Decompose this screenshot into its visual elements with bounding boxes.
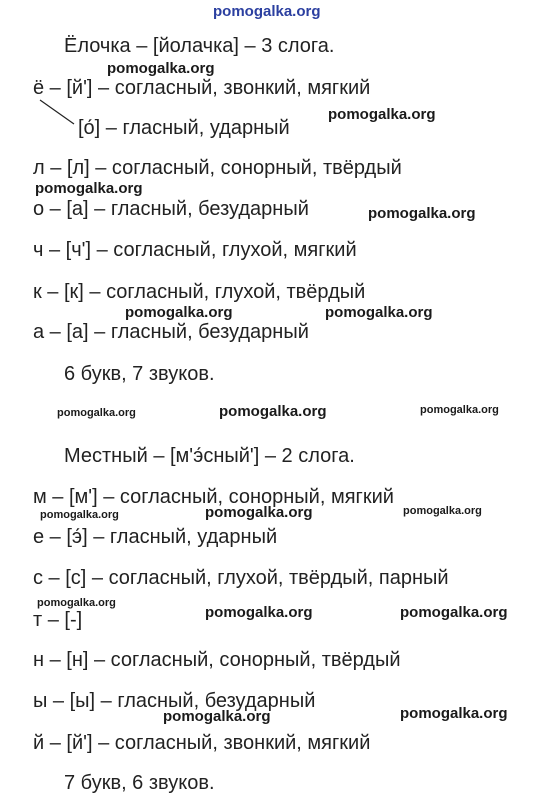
analysis-line: с – [с] – согласный, глухой, твёрдый, парный [33,567,449,589]
watermark: pomogalka.org [205,504,313,521]
analysis-line: т – [-] [33,609,83,631]
analysis-line: й – [й'] – согласный, звонкий, мягкий [33,732,371,754]
analysis-line: [о́] – гласный, ударный [78,117,290,139]
watermark: pomogalka.org [125,304,233,321]
analysis-line: л – [л] – согласный, сонорный, твёрдый [33,157,402,179]
watermark: pomogalka.org [328,106,436,123]
watermark: pomogalka.org [205,604,313,621]
summary-line: 7 букв, 6 звуков. [64,772,215,794]
word-title-mestny: Местный – [м'э́сный'] – 2 слога. [64,445,355,467]
analysis-line: ё – [й'] – согласный, звонкий, мягкий [33,77,371,99]
analysis-line: а – [а] – гласный, безударный [33,321,309,343]
watermark: pomogalka.org [325,304,433,321]
watermark: pomogalka.org [40,509,119,521]
watermark: pomogalka.org [400,604,508,621]
analysis-line: н – [н] – согласный, сонорный, твёрдый [33,649,401,671]
watermark: pomogalka.org [403,505,482,517]
analysis-line: е – [э́] – гласный, ударный [33,526,278,548]
analysis-line: ы – [ы] – гласный, безударный [33,690,316,712]
watermark: pomogalka.org [213,3,321,20]
connector-line [38,98,78,128]
analysis-line: к – [к] – согласный, глухой, твёрдый [33,281,366,303]
watermark: pomogalka.org [400,705,508,722]
watermark: pomogalka.org [368,205,476,222]
watermark: pomogalka.org [420,404,499,416]
analysis-line: м – [м'] – согласный, сонорный, мягкий [33,486,394,508]
watermark: pomogalka.org [163,708,271,725]
analysis-line: о – [а] – гласный, безударный [33,198,309,220]
watermark: pomogalka.org [37,597,116,609]
watermark: pomogalka.org [57,407,136,419]
word-title-elochka: Ёлочка – [йолачка] – 3 слога. [64,35,335,57]
watermark: pomogalka.org [35,180,143,197]
watermark: pomogalka.org [107,60,215,77]
analysis-line: ч – [ч'] – согласный, глухой, мягкий [33,239,357,261]
summary-line: 6 букв, 7 звуков. [64,363,215,385]
watermark: pomogalka.org [219,403,327,420]
